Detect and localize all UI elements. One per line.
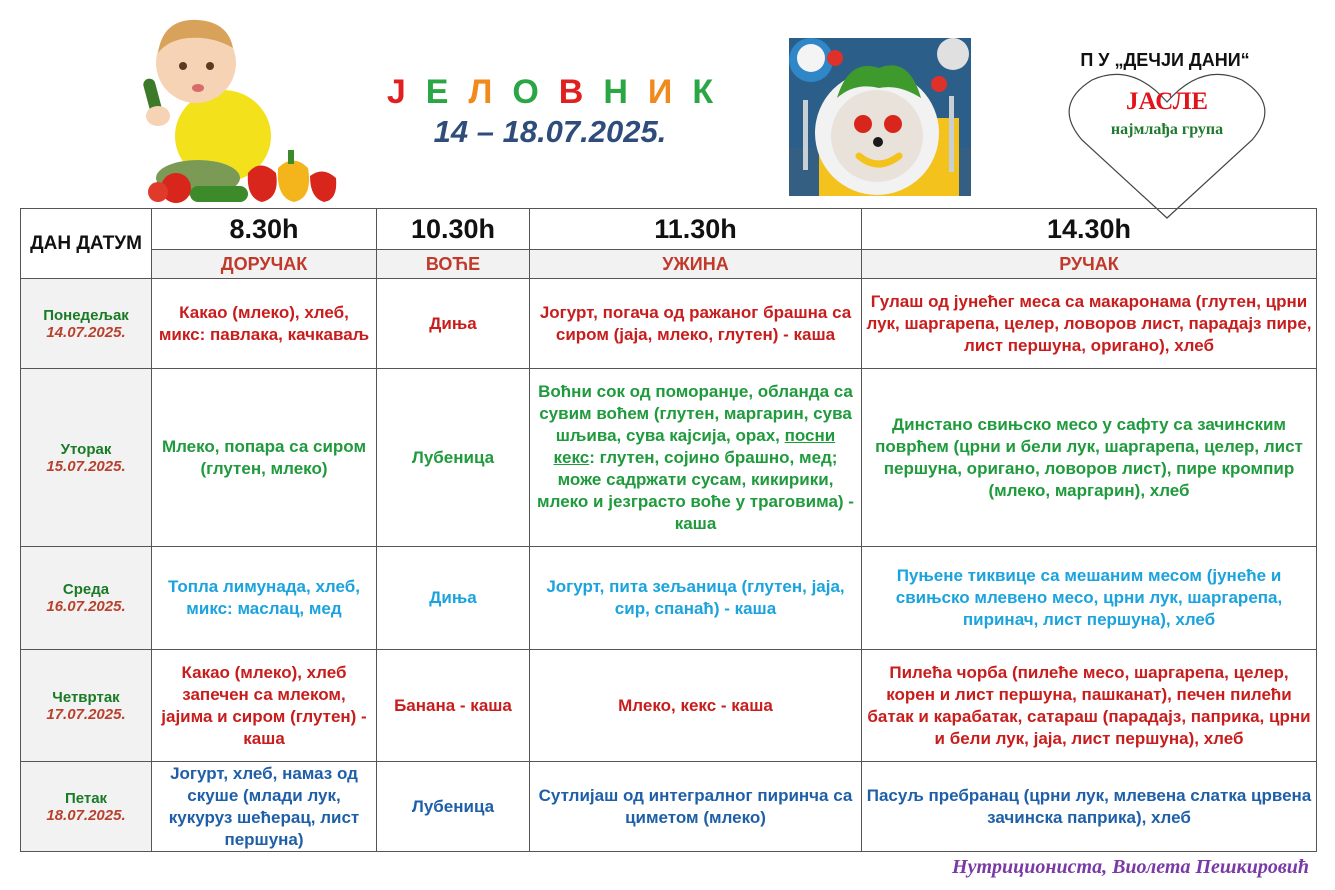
title-letter: О bbox=[512, 73, 539, 111]
snack-underlined-text: посни кекс bbox=[553, 425, 836, 467]
child-with-vegetables-photo bbox=[128, 8, 348, 206]
day-name: Понедељак bbox=[43, 306, 129, 324]
day-date-header: ДАН ДАТУМ bbox=[21, 209, 152, 279]
snack-cell: Јогурт, погача од ражаног брашна са сиром (јаја, млеко, глутен) - каша bbox=[530, 279, 862, 369]
day-date: 14.07.2025. bbox=[46, 323, 126, 341]
breakfast-cell: Млеко, попара са сиром (глутен, млеко) bbox=[152, 369, 377, 547]
title-letter: И bbox=[647, 73, 673, 111]
day-cell bbox=[21, 279, 152, 369]
title-letter: В bbox=[558, 73, 584, 111]
title-letter: Е bbox=[425, 73, 449, 111]
title-letter: К bbox=[692, 73, 714, 111]
snack-text-part: : глутен, сојино брашно, мед; може садржати сусам, кикирики, млеко и језграсто воће у траговима) - каша bbox=[537, 447, 854, 533]
time-header-fruit: 10.30h bbox=[377, 209, 530, 250]
table-row bbox=[21, 279, 1317, 369]
time-header-breakfast: 8.30h bbox=[152, 209, 377, 250]
table-row bbox=[21, 762, 1317, 852]
day-cell bbox=[21, 762, 152, 852]
day-name: Петак bbox=[64, 789, 108, 807]
table-row bbox=[21, 650, 1317, 762]
snack-cell bbox=[530, 369, 862, 547]
group-title: ЈАСЛЕ bbox=[1125, 88, 1209, 115]
lunch-cell: Пуњене тиквице са мешаним месом (јунеће и свињско млевено месо, црни лук, шаргарепа, пиринач, лист першуна), хлеб bbox=[862, 547, 1317, 650]
time-header-snack: 11.30h bbox=[530, 209, 862, 250]
breakfast-cell: Јогурт, хлеб, намаз од скуше (млади лук, кукуруз шећерац, лист першуна) bbox=[152, 762, 377, 852]
kindergarten-name: П У „ДЕЧЈИ ДАНИ“ bbox=[1080, 50, 1250, 70]
week-date-range: 14 – 18.07.2025. bbox=[433, 114, 667, 149]
lunch-cell: Пилећа чорба (пилеће месо, шаргарепа, целер, корен и лист першуна, пашканат), печен пилећи батак и карабатак, сатараш (парадајз, паприка, црни и бели лук, јаја, лист першуна), хлеб bbox=[862, 650, 1317, 762]
smiley-food-plate-photo bbox=[789, 38, 971, 196]
day-cell bbox=[21, 650, 152, 762]
day-name: Среда bbox=[62, 581, 110, 598]
lunch-cell: Пасуљ пребранац (црни лук, млевена слатка црвена зачинска паприка), хлеб bbox=[862, 762, 1317, 852]
nutritionist-signature: Нутрициониста, Виолета Пешкировић bbox=[952, 856, 1309, 878]
meal-header-fruit: ВОЋЕ bbox=[377, 250, 530, 279]
meal-header-lunch: РУЧАК bbox=[862, 250, 1317, 279]
meal-header-breakfast: ДОРУЧАК bbox=[152, 250, 377, 279]
title-letter: Л bbox=[468, 73, 493, 111]
title-letter: Ј bbox=[386, 73, 406, 111]
day-date: 16.07.2025. bbox=[46, 598, 126, 615]
breakfast-cell: Топла лимунада, хлеб, микс: маслац, мед bbox=[152, 547, 377, 650]
snack-text-part: Воћни сок од поморанџе, обланда са сувим воћем (глутен, маргарин, сува шљива, сува кајсија, орах, bbox=[538, 381, 853, 445]
day-cell bbox=[21, 369, 152, 547]
fruit-cell: Лубеница bbox=[377, 369, 530, 547]
breakfast-cell: Какао (млеко), хлеб запечен са млеком, јајима и сиром (глутен) - каша bbox=[152, 650, 377, 762]
lunch-cell: Гулаш од јунећег меса са макаронама (глутен, црни лук, шаргарепа, целер, ловоров лист, парадајз пире, лист першуна, оригано), хлеб bbox=[862, 279, 1317, 369]
fruit-cell: Лубеница bbox=[377, 762, 530, 852]
meal-header-snack: УЖИНА bbox=[530, 250, 862, 279]
day-date: 15.07.2025. bbox=[46, 457, 126, 475]
table-row bbox=[21, 369, 1317, 547]
day-name: Уторак bbox=[60, 440, 112, 458]
group-subtitle: најмлађа група bbox=[1110, 121, 1224, 138]
lunch-cell: Динстано свињско месо у сафту са зачинским поврћем (црни и бели лук, шаргарепа, целер, лист першуна, оригано, ловоров лист), пире кромпир (млеко, маргарин), хлеб bbox=[862, 369, 1317, 547]
day-cell bbox=[21, 547, 152, 650]
weekly-menu-table bbox=[20, 208, 1317, 852]
title-letter: Н bbox=[603, 73, 628, 111]
fruit-cell: Диња bbox=[377, 279, 530, 369]
snack-cell: Јогурт, пита зељаница (глутен, јаја, сир, спанаћ) - каша bbox=[530, 547, 862, 650]
snack-cell: Сутлијаш од интегралног пиринча са циметом (млеко) bbox=[530, 762, 862, 852]
breakfast-cell: Какао (млеко), хлеб, микс: павлака, качкаваљ bbox=[152, 279, 377, 369]
time-header-lunch: 14.30h bbox=[862, 209, 1317, 250]
fruit-cell: Банана - каша bbox=[377, 650, 530, 762]
menu-title bbox=[370, 72, 730, 112]
day-name: Четвртак bbox=[52, 688, 120, 706]
snack-cell: Млеко, кекс - каша bbox=[530, 650, 862, 762]
day-date: 17.07.2025. bbox=[46, 705, 126, 723]
table-row bbox=[21, 547, 1317, 650]
menu-title-block bbox=[370, 72, 730, 150]
fruit-cell: Диња bbox=[377, 547, 530, 650]
day-date: 18.07.2025. bbox=[46, 806, 126, 824]
